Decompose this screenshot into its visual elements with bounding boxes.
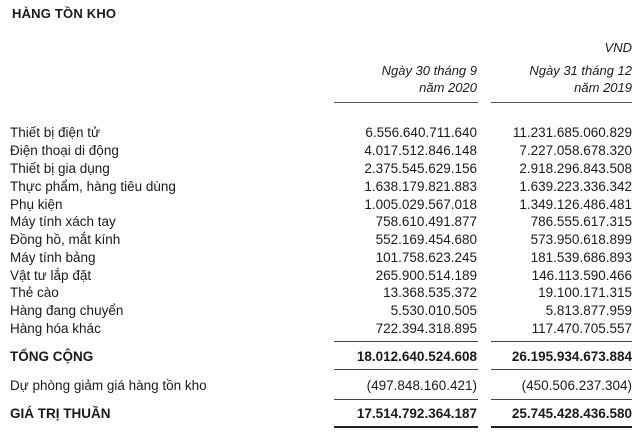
value-2020: 722.394.318.895: [375, 321, 477, 336]
section-title: HÀNG TỒN KHO: [12, 6, 117, 21]
provision-row: [0, 377, 640, 395]
currency-label: VND: [604, 40, 632, 55]
column-header-rule-2019: [491, 102, 632, 103]
row-label: Hàng đang chuyển: [10, 303, 124, 318]
value-2020: 1.638.179.821.883: [364, 179, 477, 194]
value-2020: 552.169.454.680: [375, 232, 477, 247]
total-rule-2019: [491, 369, 632, 370]
row-label: Thiết bị gia dụng: [10, 161, 110, 176]
total-rule-2020: [334, 369, 478, 370]
inventory-row: [0, 302, 640, 320]
row-label: Phụ kiện: [10, 197, 63, 212]
value-2019: 11.231.685.060.829: [512, 125, 632, 140]
subtotal-rule-2019: [491, 341, 632, 342]
value-2019: 26.195.934.673.884: [511, 349, 632, 364]
value-2020: 6.556.640.711.640: [365, 125, 477, 140]
inventory-row: [0, 284, 640, 302]
net-double-rule-2020: [334, 426, 478, 428]
value-2020: 17.514.792.364.187: [356, 406, 477, 421]
value-2020: 1.005.029.567.018: [364, 197, 477, 212]
inventory-row: [0, 213, 640, 231]
row-label: Thiết bị điện tử: [10, 125, 101, 140]
row-label: Đồng hồ, mắt kính: [10, 232, 121, 247]
row-label: GIÁ TRỊ THUẦN: [10, 406, 111, 421]
row-label: Dự phòng giảm giá hàng tồn kho: [10, 378, 207, 393]
value-2020: (497.848.160.421): [366, 378, 477, 393]
row-label: Thẻ cào: [10, 285, 59, 300]
inventory-row: [0, 178, 640, 196]
inventory-row: [0, 124, 640, 142]
value-2020: 4.017.512.846.148: [364, 143, 477, 158]
net-rule-2020: [334, 399, 478, 400]
row-label: Điện thoại di động: [10, 143, 119, 158]
value-2019: 25.745.428.436.580: [511, 406, 632, 421]
column-header-2020-line1: Ngày 30 tháng 9: [381, 63, 477, 78]
column-header-rule-2020: [334, 102, 478, 103]
value-2020: 758.610.491.877: [375, 214, 477, 229]
row-label: Thực phẩm, hàng tiêu dùng: [10, 179, 176, 194]
inventory-row: [0, 142, 640, 160]
value-2019: (450.506.237.304): [521, 378, 632, 393]
column-header-2019-line1: Ngày 31 tháng 12: [529, 63, 632, 78]
row-label: Hàng hóa khác: [10, 321, 101, 336]
value-2020: 13.368.535.372: [383, 285, 477, 300]
total-row: [0, 348, 640, 366]
value-2020: 101.758.623.245: [375, 250, 477, 265]
value-2020: 18.012.640.524.608: [356, 349, 477, 364]
value-2020: 5.530.010.505: [390, 303, 477, 318]
value-2019: 1.349.126.486.481: [519, 197, 632, 212]
value-2019: 786.555.617.315: [530, 214, 632, 229]
inventory-row: [0, 231, 640, 249]
value-2020: 2.375.545.629.156: [364, 161, 477, 176]
net-rule-2019: [491, 399, 632, 400]
value-2020: 265.900.514.189: [375, 268, 477, 283]
net-double-rule-2019: [491, 426, 632, 428]
value-2019: 146.113.590.466: [531, 268, 632, 283]
row-label: Vật tư lắp đặt: [10, 268, 92, 283]
value-2019: 1.639.223.336.342: [519, 179, 632, 194]
column-header-2019-line2: năm 2019: [574, 80, 632, 95]
value-2019: 117.470.705.557: [531, 321, 632, 336]
value-2019: 573.950.618.899: [530, 232, 632, 247]
value-2019: 5.813.877.959: [545, 303, 632, 318]
column-header-2020-line2: năm 2020: [419, 80, 477, 95]
subtotal-rule-2020: [334, 341, 478, 342]
row-label: Máy tính bảng: [10, 250, 96, 265]
inventory-row: [0, 196, 640, 214]
inventory-row: [0, 160, 640, 178]
row-label: TỔNG CỘNG: [10, 349, 94, 364]
value-2019: 181.539.686.893: [530, 250, 632, 265]
inventory-row: [0, 249, 640, 267]
column-header-2019: [529, 62, 632, 96]
value-2019: 19.100.171.315: [538, 285, 632, 300]
value-2019: 7.227.058.678.320: [519, 143, 632, 158]
value-2019: 2.918.296.843.508: [519, 161, 632, 176]
net-value-row: [0, 405, 640, 423]
inventory-row: [0, 320, 640, 338]
column-header-2020: [382, 62, 477, 96]
inventory-row: [0, 267, 640, 285]
row-label: Máy tính xách tay: [10, 214, 116, 229]
